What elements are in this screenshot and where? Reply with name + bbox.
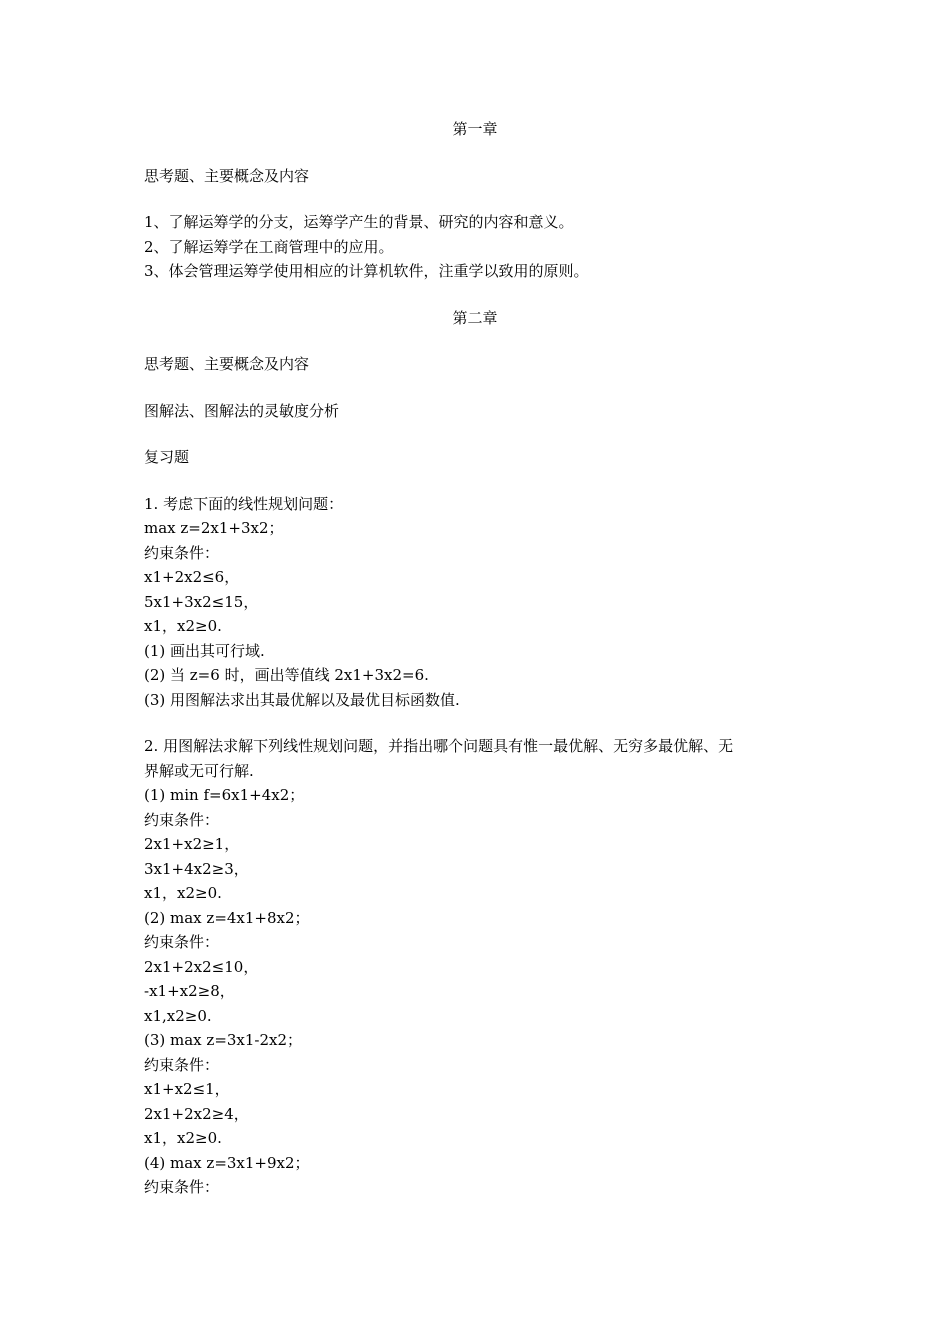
problem-2-sub2-constraint: -x1+x2≥8，	[144, 982, 235, 1000]
problem-1-part: (3) 用图解法求出其最优解以及最优目标函数值.	[144, 690, 460, 709]
problem-2-sub4-constraints-label: 约束条件：	[144, 1178, 220, 1196]
chapter-1-title: 第一章	[452, 120, 498, 138]
problem-2-sub3-constraint: x1，x2≥0.	[144, 1129, 222, 1147]
problem-1-objective: max z=2x1+3x2；	[144, 519, 284, 537]
chapter-2-section-heading: 思考题、主要概念及内容	[144, 355, 310, 373]
problem-2-sub1-constraints-label: 约束条件：	[144, 810, 220, 829]
chapter-2-title: 第二章	[452, 308, 498, 327]
problem-2-intro: 2. 用图解法求解下列线性规划问题，并指出哪个问题具有惟一最优解、无穷多最优解、无	[144, 737, 734, 755]
problem-2-sub1-constraint: x1，x2≥0.	[144, 884, 222, 902]
problem-2-sub1-constraint: 2x1+x2≥1，	[144, 835, 240, 853]
problem-2-intro-continued: 界解或无可行解.	[144, 761, 254, 780]
problem-2-sub2-constraints-label: 约束条件：	[144, 933, 220, 951]
problem-2-sub1-constraint: 3x1+4x2≥3，	[144, 859, 249, 878]
problem-1-part: (1) 画出其可行域.	[144, 641, 265, 660]
chapter-1-item: 3、体会管理运筹学使用相应的计算机软件，注重学以致用的原则。	[144, 262, 589, 280]
problem-2-sub3-constraints-label: 约束条件：	[144, 1055, 220, 1074]
chapter-2-topic: 图解法、图解法的灵敏度分析	[144, 401, 340, 420]
chapter-1-section-heading: 思考题、主要概念及内容	[144, 166, 310, 185]
problem-2-sub3-objective: (3) max z=3x1-2x2；	[144, 1031, 303, 1049]
chapter-1-item: 1、了解运筹学的分支，运筹学产生的背景、研究的内容和意义。	[144, 213, 574, 231]
chapter-1-item: 2、了解运筹学在工商管理中的应用。	[144, 237, 394, 256]
problem-2-sub2-constraint: 2x1+2x2≤10，	[144, 957, 259, 976]
document-content	[144, 117, 814, 1200]
problem-2-sub4-objective: (4) max z=3x1+9x2；	[144, 1153, 310, 1172]
review-heading: 复习题	[144, 448, 190, 466]
problem-1-constraint: x1，x2≥0.	[144, 617, 222, 635]
problem-2-sub2-objective: (2) max z=4x1+8x2；	[144, 908, 310, 927]
problem-1-constraint: 5x1+3x2≤15，	[144, 592, 259, 611]
problem-2-sub3-constraint: x1+x2≤1，	[144, 1080, 230, 1098]
problem-1-constraints-label: 约束条件：	[144, 543, 220, 562]
problem-2-sub3-constraint: 2x1+2x2≥4，	[144, 1104, 249, 1123]
problem-2-sub2-constraint: x1,x2≥0.	[144, 1006, 212, 1025]
problem-1-part: (2) 当 z=6 时，画出等值线 2x1+3x2=6.	[144, 666, 429, 684]
problem-2-sub1-objective: (1) min f=6x1+4x2；	[144, 786, 305, 804]
problem-1-intro: 1. 考虑下面的线性规划问题：	[144, 494, 344, 513]
problem-1-constraint: x1+2x2≤6，	[144, 568, 240, 586]
